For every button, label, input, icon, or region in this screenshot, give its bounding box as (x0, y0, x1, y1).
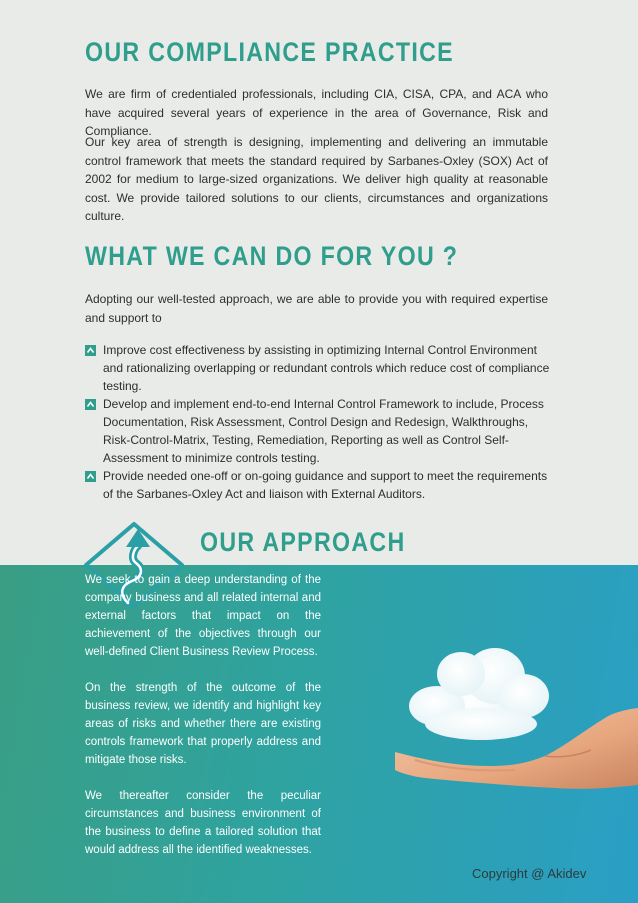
chevron-up-icon (85, 399, 96, 410)
bullet-text: Provide needed one-off or on-going guidance and support to meet the requirements of the Sarbanes-Oxley Act and liaison with External Auditors. (103, 469, 548, 501)
services-intro: Adopting our well-tested approach, we are able to provide you with required expertise and support to (85, 292, 548, 325)
hand-holding-cloud-illustration (395, 610, 638, 805)
bullet-text: Develop and implement end-to-end Internal Control Framework to include, Process Documentation, Risk Assessment, Control Design and Redesign, Walkthroughs, Risk-Control-Matrix, Testing, Remediation, Reporting as well as Control Self-Assessment to minimize controls testing. (103, 397, 544, 465)
approach-paragraph-1: We seek to gain a deep understanding of the company business and all related internal and external factors that impact on the achievement of the objectives through our well-defined Client Business Review Process. (85, 574, 321, 658)
compliance-paragraph-1: We are firm of credentialed professionals, including CIA, CISA, CPA, and ACA who have acquired several years of experience in the area of Governance, Risk and Compliance. (85, 87, 548, 138)
compliance-title: OUR COMPLIANCE PRACTICE (85, 37, 454, 67)
approach-paragraph-2: On the strength of the outcome of the business review, we identify and highlight key areas of risks and whether there are existing controls framework that properly address and mitigate those risks. (85, 682, 321, 766)
list-item (85, 341, 550, 395)
chevron-up-icon (85, 471, 96, 482)
services-title: WHAT WE CAN DO FOR YOU ? (85, 241, 459, 271)
list-item (85, 467, 550, 503)
copyright-text: Copyright @ Akidev (472, 866, 587, 881)
services-list (85, 341, 550, 503)
cloud-icon (409, 648, 549, 740)
approach-paragraph-3: We thereafter consider the peculiar circumstances and business environment of the business to define a tailored solution that would address all the identified weaknesses. (85, 790, 321, 856)
compliance-paragraph-2: Our key area of strength is designing, implementing and delivering an immutable control framework that meets the standard required by Sarbanes-Oxley (SOX) Act of 2002 for medium to large-sized organizations. We deliver high quality at reasonable cost. We provide tailored solutions to our clients, circumstances and organizations culture. (85, 135, 548, 223)
approach-text (85, 571, 321, 877)
chevron-up-icon (85, 345, 96, 356)
bullet-text: Improve cost effectiveness by assisting in optimizing Internal Control Environment and rationalizing overlapping or redundant controls which reduce cost of compliance testing. (103, 343, 550, 393)
list-item (85, 395, 550, 467)
approach-title: OUR APPROACH (200, 527, 406, 557)
